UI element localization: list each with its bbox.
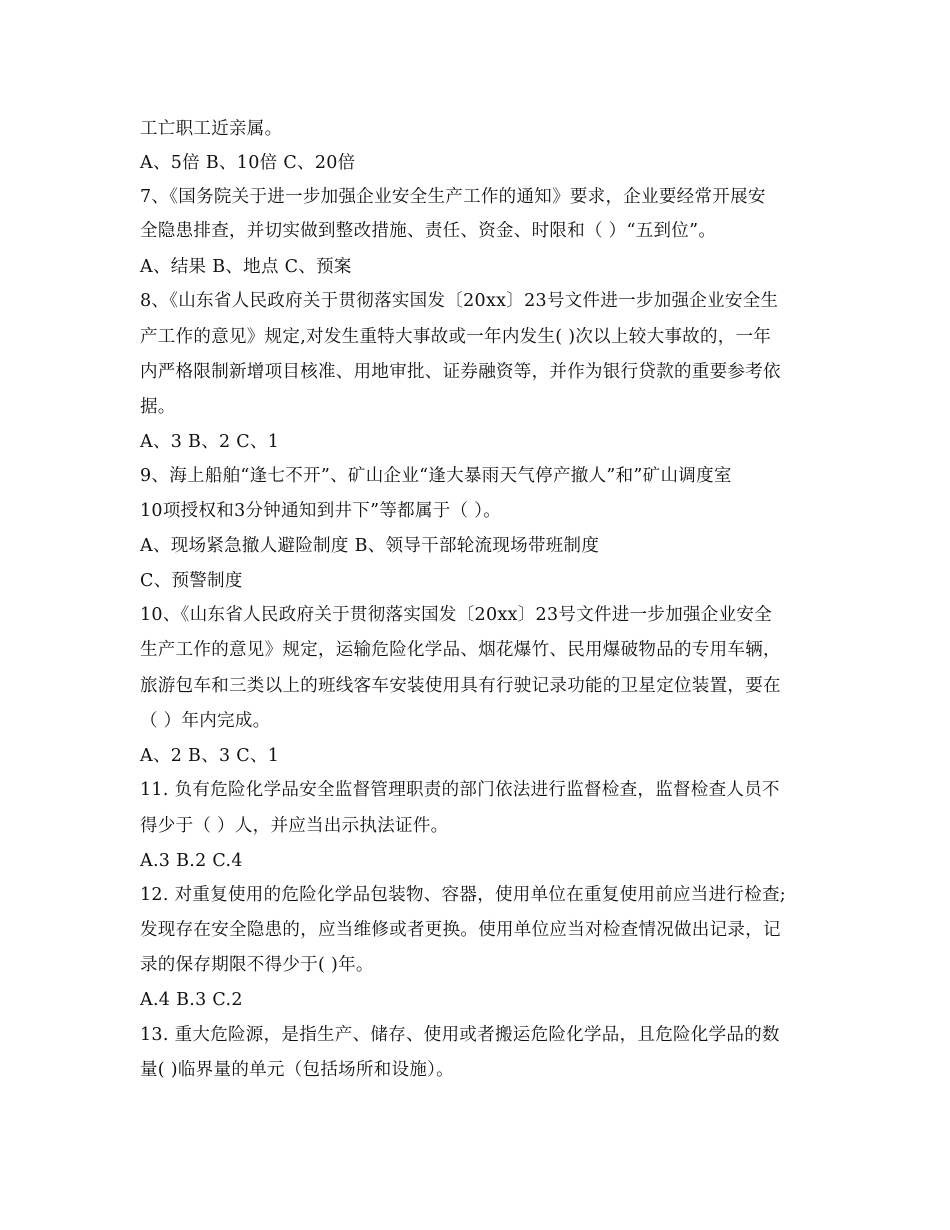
question-13: 13. 重大危险源，是指生产、储存、使用或者搬运危险化学品，且危险化学品的数 (140, 1025, 780, 1045)
text-line: 据。 (140, 397, 176, 417)
text-line: 发现存在安全隐患的，应当维修或者更换。使用单位应当对检查情况做出记录，记 (140, 920, 781, 940)
text-line: 录的保存期限不得少于( )年。 (140, 955, 374, 975)
text-line: 产工作的意见》规定,对发生重特大事故或一年内发生( )次以上较大事故的，一年 (140, 327, 772, 347)
text-line: 全隐患排查，并切实做到整改措施、责任、资金、时限和（ ）“五到位”。 (140, 221, 717, 241)
answer-options: A、5倍 B、10倍 C、20倍 (140, 153, 356, 173)
answer-options: A.4 B.3 C.2 (140, 990, 243, 1010)
question-7: 7、《国务院关于进一步加强企业安全生产工作的通知》要求，企业要经常开展安 (140, 187, 766, 207)
question-12: 12. 对重复使用的危险化学品包装物、容器，使用单位在重复使用前应当进行检查; (140, 885, 786, 905)
text-line: 内严格限制新增项目核准、用地审批、证券融资等，并作为银行贷款的重要参考依 (140, 362, 781, 382)
answer-options: A、3 B、2 C、1 (140, 432, 280, 452)
answer-options: A、现场紧急撤人避险制度 B、领导干部轮流现场带班制度 (140, 536, 600, 556)
answer-options: A.3 B.2 C.4 (140, 851, 243, 871)
answer-options: C、预警制度 (140, 571, 243, 591)
question-8: 8、《山东省人民政府关于贯彻落实国发〔20xx〕23号文件进一步加强企业安全生 (140, 291, 779, 311)
text-line: 工亡职工近亲属。 (140, 119, 283, 139)
text-line: 量( )临界量的单元（包括场所和设施）。 (140, 1060, 454, 1080)
text-line: 生产工作的意见》规定，运输危险化学品、烟花爆竹、民用爆破物品的专用车辆， (140, 640, 781, 660)
answer-options: A、结果 B、地点 C、预案 (140, 257, 352, 277)
text-line: 10项授权和3分钟通知到井下”等都属于（ ）。 (140, 501, 502, 521)
question-9: 9、海上船舶“逢七不开”、矿山企业“逢大暴雨天气停产撤人”和”矿山调度室 (140, 466, 732, 486)
text-line: （ ）年内完成。 (140, 711, 271, 731)
answer-options: A、2 B、3 C、1 (140, 746, 280, 766)
text-line: 旅游包车和三类以上的班线客车安装使用具有行驶记录功能的卫星定位装置，要在 (140, 676, 781, 696)
question-11: 11. 负有危险化学品安全监督管理职责的部门依法进行监督检查，监督检查人员不 (140, 780, 780, 800)
question-10: 10、《山东省人民政府关于贯彻落实国发〔20xx〕23号文件进一步加强企业安全 (140, 605, 772, 625)
text-line: 得少于（ ）人，并应当出示执法证件。 (140, 816, 449, 836)
